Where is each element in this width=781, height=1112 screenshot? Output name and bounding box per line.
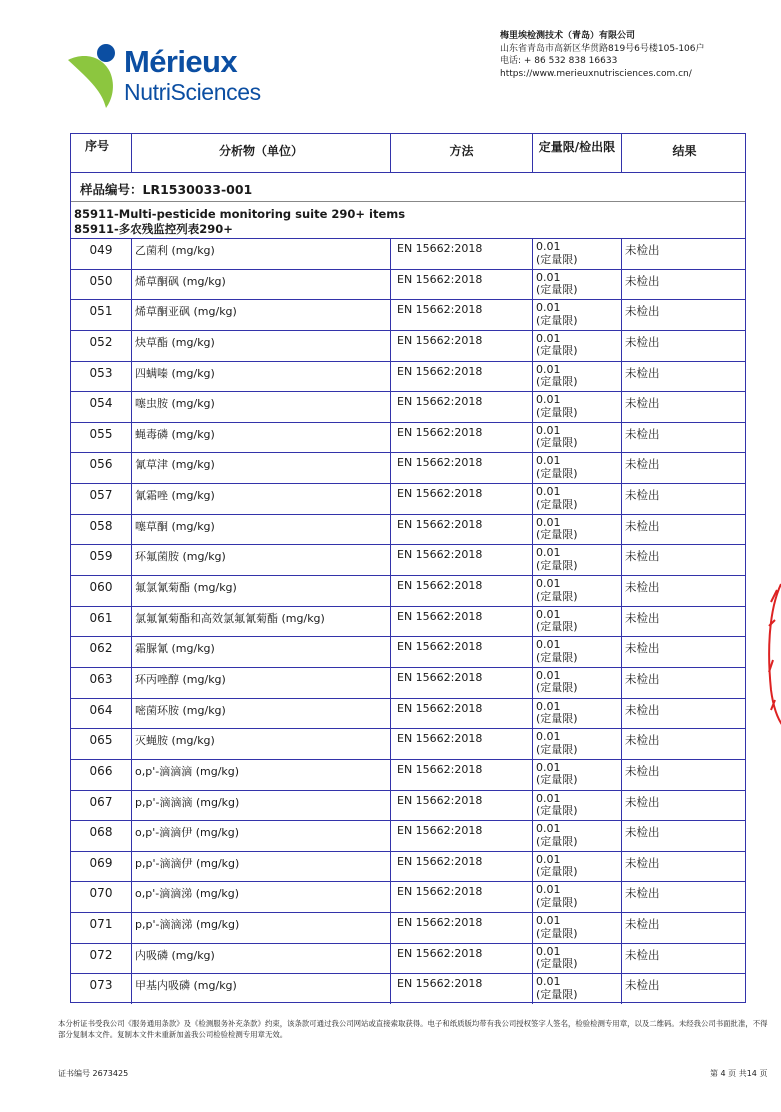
row-result: 未检出 — [625, 917, 660, 932]
suite-title-en: 85911-Multi-pesticide monitoring suite 290+ items — [74, 207, 406, 221]
row-index: 057 — [71, 484, 132, 514]
row-result: 未检出 — [625, 580, 660, 595]
row-result: 未检出 — [625, 549, 660, 564]
header-analyte: 分析物（单位） — [132, 134, 391, 172]
table-row — [71, 391, 745, 422]
row-result: 未检出 — [625, 610, 660, 625]
row-index: 050 — [71, 270, 132, 300]
table-row — [71, 238, 745, 269]
limit-note: (定量限) — [536, 650, 578, 664]
row-limit — [533, 453, 622, 483]
limit-note: (定量限) — [536, 987, 578, 1001]
limit-note: (定量限) — [536, 834, 578, 848]
row-method: EN 15662:2018 — [391, 423, 533, 453]
row-index: 070 — [71, 882, 132, 912]
row-result: 未检出 — [625, 304, 660, 319]
suite-title — [74, 207, 405, 237]
row-index: 062 — [71, 637, 132, 667]
table-row — [71, 575, 745, 606]
limit-value: 0.01 — [536, 944, 561, 958]
row-limit — [533, 331, 622, 361]
limit-note: (定量限) — [536, 497, 578, 511]
table-header — [71, 134, 745, 173]
row-limit — [533, 576, 622, 606]
limit-value: 0.01 — [536, 699, 561, 713]
row-result: 未检出 — [625, 641, 660, 656]
table-body — [71, 238, 745, 1004]
limit-value: 0.01 — [536, 423, 561, 437]
limit-value: 0.01 — [536, 515, 561, 529]
row-method: EN 15662:2018 — [391, 944, 533, 974]
limit-note: (定量限) — [536, 558, 578, 572]
limit-note: (定量限) — [536, 742, 578, 756]
limit-value: 0.01 — [536, 607, 561, 621]
row-result: 未检出 — [625, 671, 660, 686]
row-limit — [533, 729, 622, 759]
row-result: 未检出 — [625, 825, 660, 840]
row-analyte: o,p'-滴滴涕 (mg/kg) — [132, 882, 391, 912]
row-method: EN 15662:2018 — [391, 913, 533, 943]
row-result: 未检出 — [625, 947, 660, 962]
header-limit: 定量限/检出限 — [533, 134, 622, 172]
row-result: 未检出 — [625, 855, 660, 870]
company-logo — [66, 42, 276, 112]
row-method: EN 15662:2018 — [391, 729, 533, 759]
limit-note: (定量限) — [536, 528, 578, 542]
header-method: 方法 — [391, 134, 533, 172]
row-limit — [533, 607, 622, 637]
certificate-number: 证书编号 2673425 — [58, 1069, 129, 1078]
row-result: 未检出 — [625, 457, 660, 472]
table-row — [71, 759, 745, 790]
row-result: 未检出 — [625, 334, 660, 349]
row-analyte: 氰草津 (mg/kg) — [132, 453, 391, 483]
brand-name: Mérieux — [124, 44, 237, 79]
row-method: EN 15662:2018 — [391, 453, 533, 483]
row-result: 未检出 — [625, 978, 660, 993]
row-method: EN 15662:2018 — [391, 668, 533, 698]
row-index: 063 — [71, 668, 132, 698]
row-result: 未检出 — [625, 794, 660, 809]
row-analyte: 氟氯氰菊酯 (mg/kg) — [132, 576, 391, 606]
table-row — [71, 881, 745, 912]
header-result: 结果 — [672, 144, 697, 158]
row-analyte: 霜脲氰 (mg/kg) — [132, 637, 391, 667]
sample-row — [71, 172, 745, 202]
limit-note: (定量限) — [536, 313, 578, 327]
limit-value: 0.01 — [536, 331, 561, 345]
row-analyte: 甲基内吸磷 (mg/kg) — [132, 974, 391, 1004]
row-method: EN 15662:2018 — [391, 882, 533, 912]
row-result: 未检出 — [625, 488, 660, 503]
row-analyte: o,p'-滴滴滴 (mg/kg) — [132, 760, 391, 790]
limit-value: 0.01 — [536, 852, 561, 866]
limit-value: 0.01 — [536, 822, 561, 836]
row-index: 069 — [71, 852, 132, 882]
table-row — [71, 636, 745, 667]
row-limit — [533, 392, 622, 422]
limit-note: (定量限) — [536, 252, 578, 266]
table-row — [71, 820, 745, 851]
row-method: EN 15662:2018 — [391, 852, 533, 882]
row-limit — [533, 239, 622, 269]
table-row — [71, 728, 745, 759]
row-index: 073 — [71, 974, 132, 1004]
limit-note: (定量限) — [536, 895, 578, 909]
row-method: EN 15662:2018 — [391, 331, 533, 361]
limit-value: 0.01 — [536, 362, 561, 376]
disclaimer-text: 本分析证书受我公司《服务通用条款》及《检测服务补充条款》约束，该条款可通过我公司网站或直接索取获得。电子和纸质版均带有我公司授权签字人签名，检验检测专用章，以及二维码。未经我公司书面批准，不得部分复制本文件。复制本文件未重新加盖我公司检验检测专用章无效。 — [58, 1019, 768, 1039]
page-number: 第 4 页 共14 页 — [710, 1069, 768, 1078]
row-method: EN 15662:2018 — [391, 974, 533, 1004]
row-analyte: 噻草酮 (mg/kg) — [132, 515, 391, 545]
limit-note: (定量限) — [536, 283, 578, 297]
table-row — [71, 269, 745, 300]
row-analyte: 氯氟氰菊酯和高效氯氟氰菊酯 (mg/kg) — [132, 607, 391, 637]
limit-note: (定量限) — [536, 466, 578, 480]
row-method: EN 15662:2018 — [391, 392, 533, 422]
table-row — [71, 943, 745, 974]
company-phone: 电话: + 86 532 838 16633 — [500, 56, 618, 66]
row-result: 未检出 — [625, 365, 660, 380]
sample-number: 样品编号：LR1530033-001 — [80, 182, 253, 197]
row-method: EN 15662:2018 — [391, 791, 533, 821]
row-limit — [533, 270, 622, 300]
table-row — [71, 667, 745, 698]
table-row — [71, 361, 745, 392]
table-row — [71, 912, 745, 943]
row-index: 061 — [71, 607, 132, 637]
row-method: EN 15662:2018 — [391, 362, 533, 392]
row-limit — [533, 484, 622, 514]
row-limit — [533, 760, 622, 790]
row-method: EN 15662:2018 — [391, 545, 533, 575]
row-method: EN 15662:2018 — [391, 576, 533, 606]
row-method: EN 15662:2018 — [391, 607, 533, 637]
limit-note: (定量限) — [536, 375, 578, 389]
row-method: EN 15662:2018 — [391, 300, 533, 330]
row-limit — [533, 699, 622, 729]
limit-note: (定量限) — [536, 620, 578, 634]
row-result: 未检出 — [625, 396, 660, 411]
table-row — [71, 452, 745, 483]
table-row — [71, 973, 745, 1004]
row-analyte: 乙菌利 (mg/kg) — [132, 239, 391, 269]
row-index: 049 — [71, 239, 132, 269]
row-analyte: 环氟菌胺 (mg/kg) — [132, 545, 391, 575]
row-limit — [533, 362, 622, 392]
row-index: 068 — [71, 821, 132, 851]
row-index: 064 — [71, 699, 132, 729]
table-row — [71, 483, 745, 514]
limit-note: (定量限) — [536, 712, 578, 726]
brand-subname: NutriSciences — [124, 79, 261, 105]
row-analyte: 蝇毒磷 (mg/kg) — [132, 423, 391, 453]
row-index: 055 — [71, 423, 132, 453]
suite-title-cn: 85911-多农残监控列表290+ — [74, 222, 233, 236]
row-method: EN 15662:2018 — [391, 515, 533, 545]
limit-value: 0.01 — [536, 240, 561, 253]
row-index: 058 — [71, 515, 132, 545]
row-result: 未检出 — [625, 426, 660, 441]
row-analyte: 四螨嗪 (mg/kg) — [132, 362, 391, 392]
row-result: 未检出 — [625, 886, 660, 901]
limit-value: 0.01 — [536, 546, 561, 560]
row-method: EN 15662:2018 — [391, 699, 533, 729]
row-limit — [533, 944, 622, 974]
row-analyte: 氰霜唑 (mg/kg) — [132, 484, 391, 514]
logo-leaf-icon — [66, 42, 126, 112]
row-method: EN 15662:2018 — [391, 821, 533, 851]
table-row — [71, 514, 745, 545]
limit-value: 0.01 — [536, 485, 561, 499]
row-index: 060 — [71, 576, 132, 606]
limit-value: 0.01 — [536, 577, 561, 591]
results-table — [70, 133, 746, 1003]
row-limit — [533, 882, 622, 912]
row-index: 065 — [71, 729, 132, 759]
row-result: 未检出 — [625, 273, 660, 288]
row-method: EN 15662:2018 — [391, 760, 533, 790]
row-index: 059 — [71, 545, 132, 575]
row-limit — [533, 821, 622, 851]
company-info — [500, 30, 775, 80]
limit-note: (定量限) — [536, 926, 578, 940]
row-analyte: 嘧菌环胺 (mg/kg) — [132, 699, 391, 729]
table-row — [71, 330, 745, 361]
row-method: EN 15662:2018 — [391, 637, 533, 667]
limit-value: 0.01 — [536, 454, 561, 468]
row-index: 072 — [71, 944, 132, 974]
company-name: 梅里埃检测技术（青岛）有限公司 — [500, 31, 636, 41]
limit-value: 0.01 — [536, 638, 561, 652]
row-analyte: p,p'-滴滴滴 (mg/kg) — [132, 791, 391, 821]
table-row — [71, 544, 745, 575]
limit-note: (定量限) — [536, 681, 578, 695]
row-analyte: 炔草酯 (mg/kg) — [132, 331, 391, 361]
row-method: EN 15662:2018 — [391, 239, 533, 269]
limit-note: (定量限) — [536, 957, 578, 971]
header-index: 序号 — [71, 134, 132, 172]
row-limit — [533, 545, 622, 575]
row-analyte: 内吸磷 (mg/kg) — [132, 944, 391, 974]
limit-note: (定量限) — [536, 773, 578, 787]
row-index: 053 — [71, 362, 132, 392]
limit-value: 0.01 — [536, 270, 561, 284]
limit-value: 0.01 — [536, 914, 561, 928]
limit-note: (定量限) — [536, 344, 578, 358]
limit-note: (定量限) — [536, 405, 578, 419]
row-analyte: p,p'-滴滴涕 (mg/kg) — [132, 913, 391, 943]
row-limit — [533, 637, 622, 667]
row-analyte: 噻虫胺 (mg/kg) — [132, 392, 391, 422]
row-limit — [533, 791, 622, 821]
limit-note: (定量限) — [536, 865, 578, 879]
table-row — [71, 851, 745, 882]
row-result: 未检出 — [625, 733, 660, 748]
row-analyte: o,p'-滴滴伊 (mg/kg) — [132, 821, 391, 851]
limit-value: 0.01 — [536, 975, 561, 989]
seal-stamp-icon — [763, 580, 781, 730]
row-result: 未检出 — [625, 763, 660, 778]
row-result: 未检出 — [625, 518, 660, 533]
company-website: https://www.merieuxnutrisciences.com.cn/ — [500, 68, 692, 79]
row-limit — [533, 515, 622, 545]
row-analyte: 烯草酮砜 (mg/kg) — [132, 270, 391, 300]
row-result: 未检出 — [625, 702, 660, 717]
row-method: EN 15662:2018 — [391, 270, 533, 300]
limit-note: (定量限) — [536, 804, 578, 818]
table-row — [71, 790, 745, 821]
limit-value: 0.01 — [536, 668, 561, 682]
row-limit — [533, 913, 622, 943]
row-index: 066 — [71, 760, 132, 790]
row-analyte: 烯草酮亚砜 (mg/kg) — [132, 300, 391, 330]
row-limit — [533, 668, 622, 698]
limit-value: 0.01 — [536, 760, 561, 774]
row-analyte: p,p'-滴滴伊 (mg/kg) — [132, 852, 391, 882]
row-index: 052 — [71, 331, 132, 361]
row-index: 054 — [71, 392, 132, 422]
company-address: 山东省青岛市高新区华贯路819号6号楼105-106户 — [500, 43, 705, 54]
row-limit — [533, 300, 622, 330]
row-limit — [533, 974, 622, 1004]
row-index: 051 — [71, 300, 132, 330]
table-row — [71, 606, 745, 637]
row-index: 067 — [71, 791, 132, 821]
row-analyte: 灭蝇胺 (mg/kg) — [132, 729, 391, 759]
table-row — [71, 422, 745, 453]
table-row — [71, 299, 745, 330]
row-limit — [533, 423, 622, 453]
limit-value: 0.01 — [536, 730, 561, 744]
row-limit — [533, 852, 622, 882]
limit-value: 0.01 — [536, 393, 561, 407]
limit-note: (定量限) — [536, 436, 578, 450]
row-index: 071 — [71, 913, 132, 943]
row-method: EN 15662:2018 — [391, 484, 533, 514]
row-analyte: 环丙唑醇 (mg/kg) — [132, 668, 391, 698]
table-row — [71, 698, 745, 729]
limit-value: 0.01 — [536, 883, 561, 897]
row-index: 056 — [71, 453, 132, 483]
limit-value: 0.01 — [536, 791, 561, 805]
limit-note: (定量限) — [536, 589, 578, 603]
limit-value: 0.01 — [536, 301, 561, 315]
row-result: 未检出 — [625, 243, 660, 257]
